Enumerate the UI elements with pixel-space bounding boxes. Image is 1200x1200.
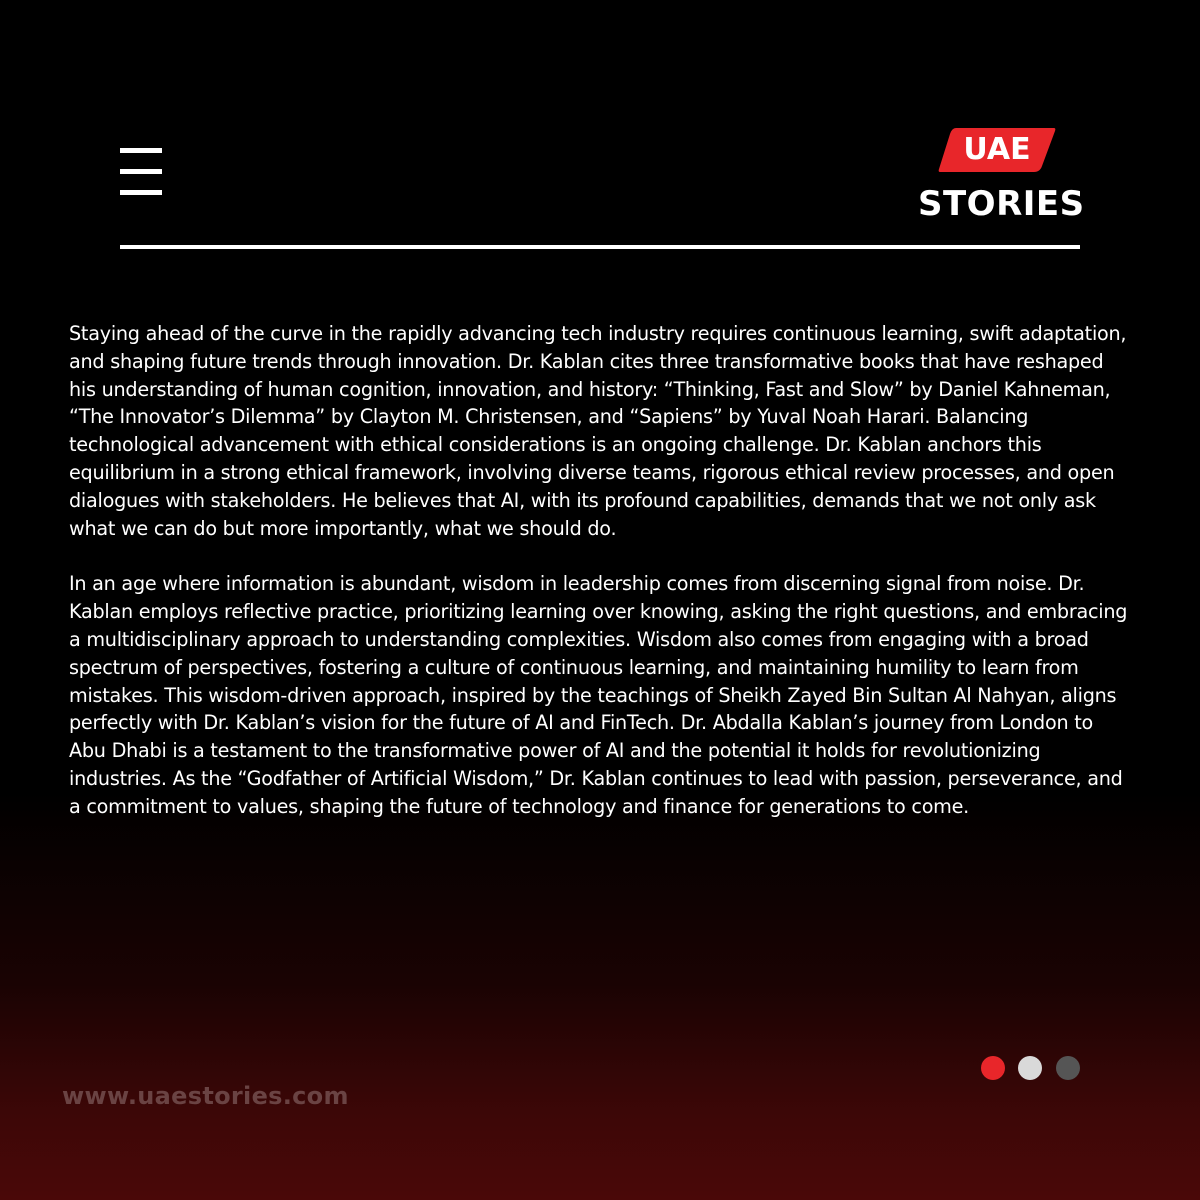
- pagination-dot-2[interactable]: [1018, 1056, 1042, 1080]
- header-divider: [120, 245, 1080, 249]
- logo-badge: [938, 128, 1056, 172]
- menu-bar-middle: [120, 169, 162, 174]
- article-paragraph-2: In an age where information is abundant, wisdom in leadership comes from discerning signal from noise. Dr. Kablan employs reflective practice, prioritizing learning over knowing, asking the right questions, and embracing a multidisciplinary approach to understanding complexities. Wisdom also comes from engaging with a broad spectrum of perspectives, fostering a culture of continuous learning, and maintaining humility to learn from mistakes. This wisdom-driven approach, inspired by the teachings of Sheikh Zayed Bin Sultan Al Nahyan, aligns perfectly with Dr. Kablan’s vision for the future of AI and FinTech. Dr. Abdalla Kablan’s journey from London to Abu Dhabi is a testament to the transformative power of AI and the potential it holds for revolutionizing industries. As the “Godfather of Artificial Wisdom,” Dr. Kablan continues to lead with passion, perseverance, and a commitment to values, shaping the future of technology and finance for generations to come.: [69, 572, 1128, 818]
- hamburger-menu-icon[interactable]: [120, 148, 162, 198]
- logo-wordmark: STORIES: [918, 184, 1085, 224]
- menu-bar-top: [120, 148, 162, 153]
- carousel-pagination: [981, 1056, 1081, 1080]
- article-body: [69, 320, 1131, 849]
- uae-stories-logo[interactable]: [916, 126, 1085, 226]
- website-url: www.uaestories.com: [62, 1082, 349, 1110]
- menu-bar-bottom: [120, 190, 162, 195]
- pagination-dot-3[interactable]: [1056, 1056, 1080, 1080]
- article-paragraph-1: Staying ahead of the curve in the rapidly advancing tech industry requires continuous learning, swift adaptation, and shaping future trends through innovation. Dr. Kablan cites three transformative books that have reshaped his understanding of human cognition, innovation, and history: “Thinking, Fast and Slow” by Daniel Kahneman, “The Innovator’s Dilemma” by Clayton M. Christensen, and “Sapiens” by Yuval Noah Harari. Balancing technological advancement with ethical considerations is an ongoing challenge. Dr. Kablan anchors this equilibrium in a strong ethical framework, involving diverse teams, rigorous ethical review processes, and open dialogues with stakeholders. He believes that AI, with its profound capabilities, demands that we not only ask what we can do but more importantly, what we should do.: [69, 322, 1127, 540]
- pagination-dot-1[interactable]: [981, 1056, 1005, 1080]
- logo-badge-text: UAE: [963, 132, 1031, 167]
